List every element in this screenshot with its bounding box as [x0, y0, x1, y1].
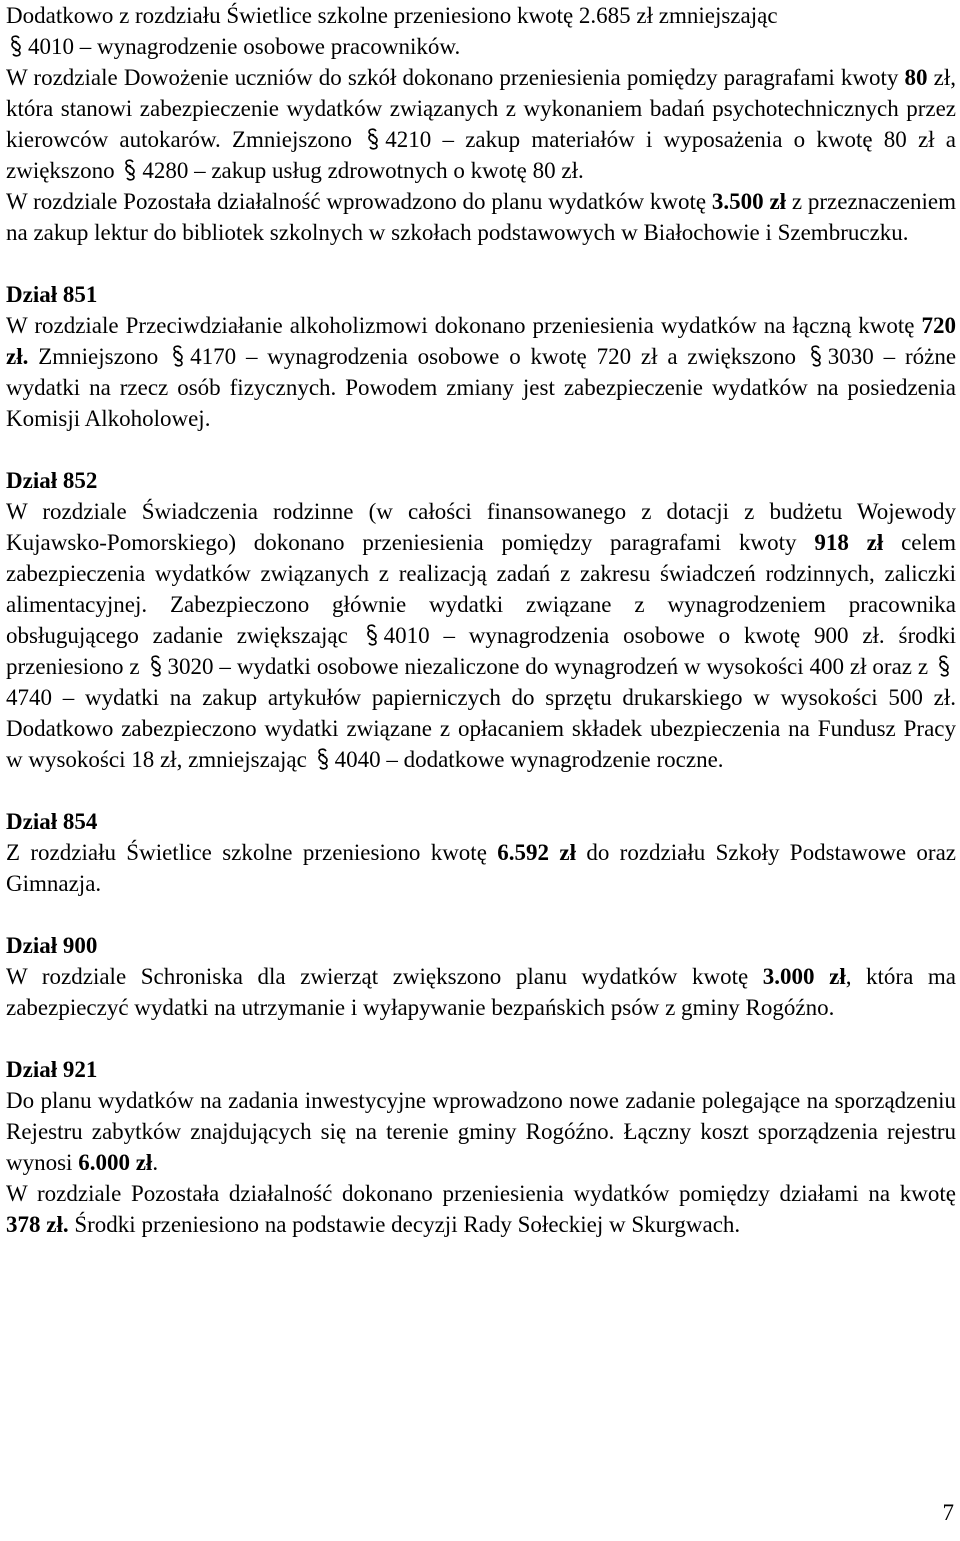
amount: 6.000 zł: [78, 1150, 153, 1175]
section-heading-854: Dział 854: [6, 809, 98, 834]
text: .: [152, 1150, 159, 1175]
section-heading-921: Dział 921: [6, 1057, 98, 1082]
text: , która ma zabezpieczyć wydatki na utrzymanie i wyłapywanie bezpańskich psów z gminy Rogóźno.: [6, 964, 956, 1020]
amount: 6.592 zł: [497, 840, 576, 865]
text: Z rozdziału Świetlice szkolne przeniesiono kwotę: [6, 840, 498, 865]
section-sign-icon: [808, 344, 824, 368]
section-sign-icon: [936, 654, 952, 678]
amount: 80: [904, 65, 928, 90]
text: 4210 – zakup materiałów i wyposażenia o kwotę 80 zł a zwiększono: [6, 127, 957, 183]
text: W rozdziale Pozostała działalność wprowadzono do planu wydatków kwotę: [6, 189, 712, 214]
section-sign-icon: [365, 127, 381, 151]
text: 4010 – wynagrodzenie osobowe pracowników.: [28, 34, 461, 59]
section-sign-icon: [170, 344, 186, 368]
text: W rozdziale Przeciwdziałanie alkoholizmowi dokonano przeniesienia wydatków na łączną kwotę: [6, 313, 922, 338]
amount: 3.000 zł: [762, 964, 846, 989]
text: Zmniejszono: [28, 344, 159, 369]
amount: 3.500 zł: [711, 189, 787, 214]
text: do rozdziału Szkoły Podstawowe oraz Gimnazja.: [6, 840, 956, 896]
paragraph-852: [6, 496, 956, 775]
text: 4040 – dodatkowe wynagrodzenie roczne.: [334, 747, 724, 772]
amount: 918 zł: [814, 530, 884, 555]
section-sign-icon: [8, 34, 24, 58]
text: 3020 – wydatki osobowe niezaliczone do wynagrodzeń w wysokości 400 zł oraz z: [167, 654, 929, 679]
paragraph-intro: [6, 0, 956, 62]
text: W rozdziale Świadczenia rodzinne (w całości finansowanego z dotacji z budżetu Wojewody Kujawsko-Pomorskiego) dokonano przeniesienia pomiędzy paragrafami kwoty: [6, 499, 956, 555]
section-heading-900: Dział 900: [6, 933, 98, 958]
text: 4740 – wydatki na zakup artykułów papierniczych do sprzętu drukarskiego w wysokości 500 zł. Dodatkowo zabezpieczono wydatki związane z opłacaniem składek ubezpieczenia na Fundusz Pracy w wysokości 18 zł, zmniejszając: [6, 685, 956, 772]
text: Dodatkowo z rozdziału Świetlice szkolne przeniesiono kwotę 2.685 zł zmniejszając: [6, 3, 778, 28]
paragraph-900: [6, 961, 956, 1023]
paragraph-854: [6, 837, 956, 899]
text: 4010 – wynagrodzenia osobowe o kwotę 900 zł. środki przeniesiono z: [6, 623, 956, 679]
amount: 378 zł.: [6, 1212, 69, 1237]
text: W rozdziale Schroniska dla zwierząt zwiększono planu wydatków kwotę: [6, 964, 763, 989]
paragraph-921: [6, 1085, 956, 1178]
section-heading-852: Dział 852: [6, 468, 98, 493]
paragraph-851: [6, 310, 956, 434]
section-sign-icon: [364, 623, 380, 647]
text: Środki przeniesiono na podstawie decyzji Rady Sołeckiej w Skurgwach.: [68, 1212, 741, 1237]
document-page: [6, 0, 956, 1240]
paragraph-dowozenie: [6, 62, 956, 186]
page-number: 7: [942, 1500, 954, 1525]
text: W rozdziale Pozostała działalność dokonano przeniesienia wydatków pomiędzy działami na kwotę: [6, 1181, 956, 1206]
paragraph-921-b: [6, 1178, 956, 1240]
text: 4170 – wynagrodzenia osobowe o kwotę 720 zł a zwiększono: [190, 344, 796, 369]
section-sign-icon: [148, 654, 164, 678]
text: zł, która stanowi zabezpieczenie wydatków związanych z wykonaniem badań psychotechnicznych przez kierowców autokarów. Zmniejszono: [6, 65, 956, 152]
text: Do planu wydatków na zadania inwestycyjne wprowadzono nowe zadanie polegające na sporządzeniu Rejestru zabytków znajdujących się na terenie gminy Rogóźno. Łączny koszt sporządzenia rejestru wynosi: [6, 1088, 956, 1175]
section-heading-851: Dział 851: [6, 282, 98, 307]
amount: 720 zł.: [6, 313, 956, 369]
section-sign-icon: [122, 158, 138, 182]
section-sign-icon: [315, 747, 331, 771]
text: celem zabezpieczenia wydatków związanych z realizacją zadań z zakresu świadczeń rodzinnych, zaliczki alimentacyjnej. Zabezpieczono głównie wydatki związane z wynagrodzeniem pracownika obsługującego zadanie zwiększając: [6, 530, 956, 648]
text: z przeznaczeniem na zakup lektur do bibliotek szkolnych w szkołach podstawowych w Białochowie i Szembruczku.: [6, 189, 956, 245]
text: 4280 – zakup usług zdrowotnych o kwotę 80 zł.: [142, 158, 584, 183]
text: W rozdziale Dowożenie uczniów do szkół dokonano przeniesienia pomiędzy paragrafami kwoty: [6, 65, 905, 90]
paragraph-pozostala: [6, 186, 956, 248]
text: 3030 – różne wydatki na rzecz osób fizycznych. Powodem zmiany jest zabezpieczenie wydatków na posiedzenia Komisji Alkoholowej.: [6, 344, 957, 431]
